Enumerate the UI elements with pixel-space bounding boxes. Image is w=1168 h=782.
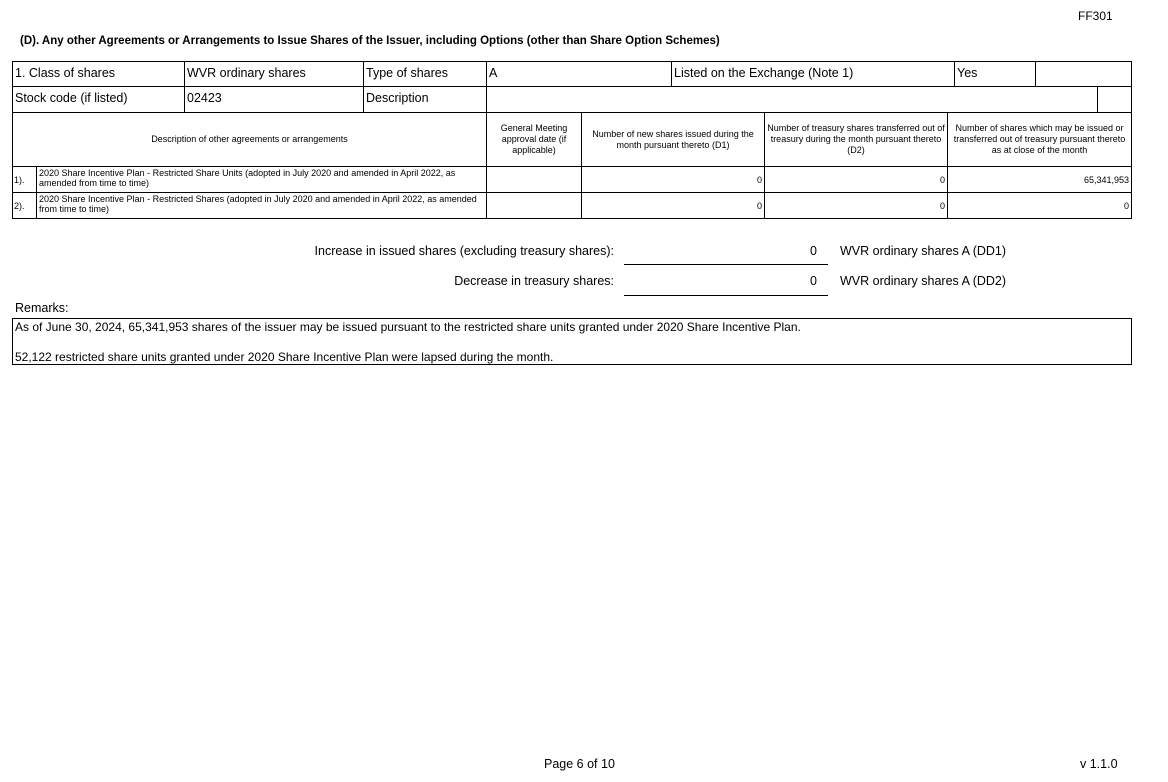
row-index: 2). [13, 193, 37, 218]
row-d1: 0 [582, 167, 765, 192]
table-header [12, 112, 1132, 167]
decrease-unit: WVR ordinary shares A (DD2) [840, 274, 1007, 288]
header-approval-date: General Meeting approval date (if applicable) [487, 113, 582, 166]
header-d1: Number of new shares issued during the month pursuant thereto (D1) [582, 113, 765, 166]
row-approval-date [487, 167, 582, 192]
description-label: Description [364, 87, 487, 112]
description-extra [1098, 87, 1131, 112]
increase-underline [624, 264, 828, 265]
row-approval-date [487, 193, 582, 218]
info-row-class [12, 61, 1132, 87]
listed-value: Yes [955, 62, 1036, 86]
row-d1: 0 [582, 193, 765, 218]
stock-code-label: Stock code (if listed) [13, 87, 185, 112]
version: v 1.1.0 [1080, 757, 1118, 771]
listed-label: Listed on the Exchange (Note 1) [672, 62, 955, 86]
info-row-stock [12, 86, 1132, 113]
remarks-line-1: As of June 30, 2024, 65,341,953 shares of the issuer may be issued pursuant to the restricted share units granted under 2020 Share Incentive Plan. [15, 320, 801, 334]
decrease-underline [624, 295, 828, 296]
header-closing: Number of shares which may be issued or transferred out of treasury pursuant thereto as at close of the month [953, 123, 1126, 155]
class-of-shares-label: 1. Class of shares [13, 62, 185, 86]
header-description: Description of other agreements or arrangements [13, 113, 487, 166]
listed-extra [1036, 62, 1131, 86]
row-index: 1). [13, 167, 37, 192]
decrease-value: 0 [810, 274, 817, 288]
header-d2: Number of treasury shares transferred out of treasury during the month pursuant thereto (D2) [765, 113, 948, 166]
section-title: (D). Any other Agreements or Arrangements to Issue Shares of the Issuer, including Options (other than Share Option Schemes) [20, 35, 720, 47]
remarks-box [12, 318, 1132, 365]
class-of-shares-value: WVR ordinary shares [185, 62, 364, 86]
type-of-shares-value: A [487, 62, 672, 86]
remarks-label: Remarks: [15, 301, 69, 315]
table-row [12, 192, 1132, 219]
description-value [487, 87, 1098, 112]
row-closing: 0 [1123, 200, 1129, 211]
row-d2: 0 [765, 167, 948, 192]
type-of-shares-label: Type of shares [364, 62, 487, 86]
row-description: 2020 Share Incentive Plan - Restricted Share Units (adopted in July 2020 and amended in April 2022, as amended from time to time) [37, 167, 487, 192]
increase-value: 0 [810, 244, 817, 258]
decrease-label: Decrease in treasury shares: [454, 274, 614, 288]
row-description: 2020 Share Incentive Plan - Restricted Shares (adopted in July 2020 and amended in April 2022, as amended from time to time) [37, 193, 487, 218]
row-closing: 65,341,953 [1083, 174, 1129, 185]
stock-code-value: 02423 [185, 87, 364, 112]
remarks-line-2: 52,122 restricted share units granted under 2020 Share Incentive Plan were lapsed during the month. [15, 350, 554, 364]
form-code: FF301 [1078, 9, 1113, 23]
table-row [12, 166, 1132, 193]
increase-label: Increase in issued shares (excluding treasury shares): [314, 244, 614, 258]
increase-unit: WVR ordinary shares A (DD1) [840, 244, 1007, 258]
row-d2: 0 [765, 193, 948, 218]
page-number: Page 6 of 10 [544, 757, 615, 771]
